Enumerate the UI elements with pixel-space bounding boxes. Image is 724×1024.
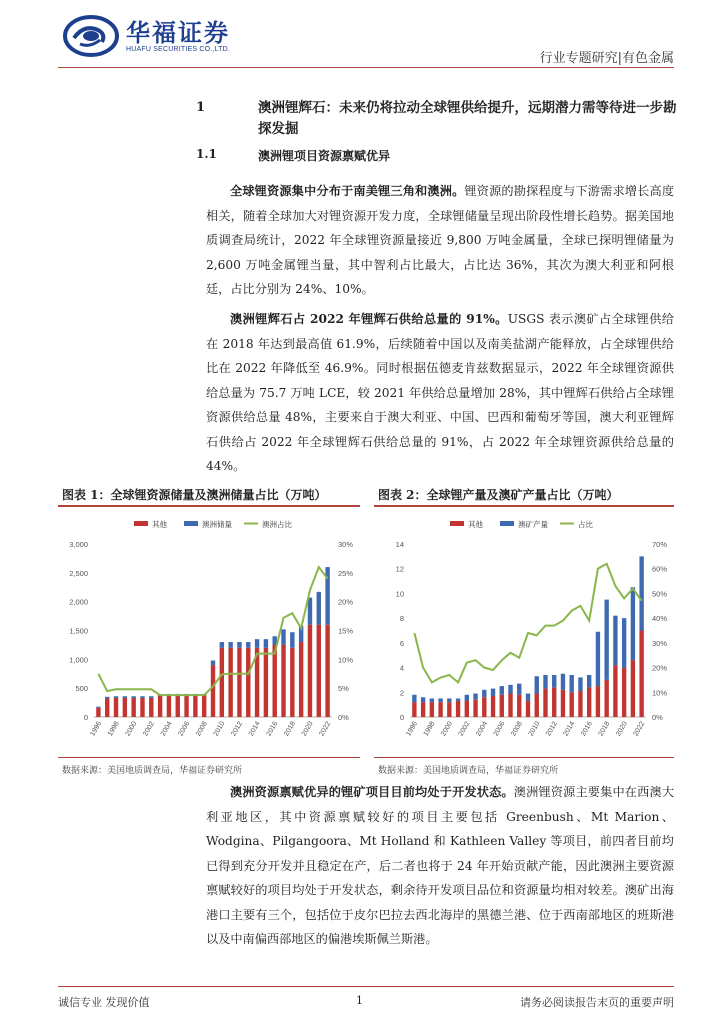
figure-1-source: 数据来源：美国地质调查局，华福证券研究所 (62, 766, 243, 776)
chart2-x-tick: 2006 (492, 720, 507, 738)
chart1-bar-aus (140, 696, 144, 698)
chart2-bar-other (412, 702, 416, 717)
chart2-bar-aus (552, 675, 556, 687)
chart2-legend-label: 其他 (468, 520, 483, 529)
chart2-y-left-tick: 10 (395, 589, 404, 599)
chart1-bar-other (281, 645, 285, 717)
chart1-bar-other (176, 695, 180, 717)
chart2-bar-other (421, 702, 425, 717)
chart2-x-tick: 2002 (457, 720, 472, 738)
page-number: 1 (356, 994, 363, 1007)
chart2-bar-other (473, 700, 477, 717)
chart1-y-left-tick: 2,500 (69, 568, 88, 578)
figure-2-bottom-rule (374, 757, 674, 758)
chart1-bar-aus (228, 642, 232, 648)
chart2-bar-aus (430, 698, 434, 702)
chart2-x-tick: 2010 (527, 720, 542, 738)
chart2-bar-other (482, 697, 486, 717)
chart2-bar-other (578, 691, 582, 717)
chart2-bar-other (500, 695, 504, 717)
chart1-bar-aus (264, 639, 268, 648)
chart1-bar-other (96, 708, 100, 717)
chart1-bar-other (202, 695, 206, 717)
chart2-bar-other (438, 702, 442, 717)
chart1-bar-other (114, 698, 118, 717)
chart2-bar-aus (482, 690, 486, 697)
chart2-bar-other (491, 696, 495, 717)
chart2-x-tick: 2018 (597, 720, 612, 738)
chart2-bar-aus (613, 616, 617, 665)
chart1-x-tick: 2000 (124, 720, 139, 738)
chart1-bar-other (131, 698, 135, 717)
chart2-bar-aus (535, 676, 539, 693)
paragraph-1-lead: 全球锂资源集中分布于南美锂三角和澳洲。 (230, 184, 465, 198)
chart2-y-right-tick: 60% (652, 564, 668, 574)
chart1-y-left-tick: 0 (83, 713, 88, 722)
chart1-x-tick: 2022 (318, 720, 333, 738)
chart1-x-tick: 1998 (106, 720, 121, 738)
chart2-y-left-tick: 14 (395, 540, 404, 549)
chart2-bar-aus (578, 677, 582, 691)
chart1-bar-other (264, 648, 268, 717)
huafu-logo-icon (62, 14, 120, 58)
chart2-y-left-tick: 6 (399, 638, 404, 648)
chart2-x-tick: 2008 (510, 720, 524, 738)
chart2-bar-aus (526, 694, 530, 701)
chart1-bar-aus (123, 696, 127, 698)
chart1-bar-aus (211, 660, 215, 665)
chart1-bar-aus (317, 592, 321, 625)
figure-1-bottom-rule (58, 757, 360, 758)
chart2-bar-aus (561, 674, 565, 690)
chart1-x-tick: 2016 (265, 720, 280, 738)
chart1-legend-swatch (184, 521, 198, 526)
chart2-x-tick: 1996 (405, 720, 420, 738)
chart2-bar-other (570, 692, 574, 717)
chart2-bar-aus (438, 698, 442, 702)
chart1-x-tick: 2010 (212, 720, 227, 738)
chart2-y-right-tick: 50% (652, 589, 668, 599)
section-title: 澳洲锂辉石：未来仍将拉动全球锂供给提升，远期潜力需等待进一步勘探发掘 (258, 100, 677, 137)
figure-1-chart (58, 509, 360, 755)
chart2-y-right-tick: 20% (652, 663, 668, 673)
chart1-bar-aus (149, 696, 153, 698)
chart1-bar-other (228, 648, 232, 717)
chart1-bar-aus (246, 642, 250, 648)
chart1-x-tick: 2006 (177, 720, 192, 738)
chart2-x-tick: 2022 (632, 720, 647, 738)
chart2-bar-other (613, 665, 617, 717)
chart2-bar-aus (421, 697, 425, 702)
chart1-bar-aus (255, 639, 259, 648)
figure-2-title: 图表 2：全球锂产量及澳矿产量占比（万吨） (378, 488, 619, 502)
figure-2-source: 数据来源：美国地质调查局，华福证券研究所 (378, 766, 559, 776)
chart2-legend-swatch (500, 521, 514, 526)
chart2-bar-other (447, 702, 451, 717)
chart2-x-tick: 1998 (422, 720, 437, 738)
paragraph-2-body: USGS 表示澳矿占全球锂供给在 2018 年达到最高值 61.9%，后续随着中国以及南美盐湖产能释放，占全球锂供给比在 2022 年降低至 46.9%。同时根据伍德麦肯兹数据显示，2022 年全球锂资源供给总量为 75.7 万吨 LCE，较 2021 年供给总量增加 28%，其中锂辉石供给占全球锂资源供给总量 48%，主要来自于澳大利亚、中国、巴西和葡萄牙等国，澳大利亚锂辉石供给占 2022 年全球锂辉石供给总量的 91%，占 2022 年全球锂资源供给总量的 44%。 (206, 312, 674, 473)
chart1-bar-aus (237, 642, 241, 648)
footer-divider (58, 986, 674, 987)
chart1-x-tick: 1996 (89, 720, 104, 738)
paragraph-2 (206, 307, 674, 479)
chart1-bar-other (167, 695, 171, 717)
chart1-y-right-tick: 25% (338, 568, 354, 578)
chart2-y-right-tick: 30% (652, 638, 668, 648)
chart2-bar-aus (465, 695, 469, 701)
chart1-y-right-tick: 20% (338, 597, 354, 607)
chart2-bar-aus (543, 675, 547, 689)
chart1-bar-other (220, 648, 224, 717)
chart1-bar-other (246, 648, 250, 717)
chart2-x-tick: 2004 (475, 720, 490, 738)
chart2-bar-aus (517, 684, 521, 695)
chart1-x-tick: 2018 (283, 720, 298, 738)
paragraph-1-body: 锂资源的勘探程度与下游需求增长高度相关，随着全球加大对锂资源开发力度，全球锂储量呈现出阶段性增长趋势。据美国地质调查局统计，2022 年全球锂资源量接近 9,800 万吨金属量，全球已探明锂储量为 2,600 万吨金属锂当量，其中智利占比最大，占比达 36%，其次为澳大利亚和阿根廷，占比分别为 24%、10%。 (206, 184, 675, 296)
chart2-bar-other (465, 701, 469, 717)
chart1-legend-label: 其他 (152, 520, 167, 529)
chart1-legend-swatch (134, 521, 148, 526)
chart2-x-tick: 2016 (580, 720, 594, 738)
chart1-y-left-tick: 3,000 (69, 540, 88, 549)
chart1-bar-other (140, 698, 144, 717)
chart1-x-tick: 2012 (230, 720, 245, 738)
footer-slogan: 诚信专业 发现价值 (58, 996, 150, 1009)
chart2-legend-label: 澳矿产量 (518, 520, 548, 529)
chart1-x-tick: 2014 (247, 720, 262, 738)
chart1-x-tick: 2008 (195, 720, 209, 738)
company-logo (62, 14, 230, 58)
chart2-x-tick: 2014 (562, 720, 577, 738)
chart2-bar-other (604, 680, 608, 717)
chart1-bar-other (149, 698, 153, 717)
chart1-y-right-tick: 15% (338, 626, 354, 636)
chart2-bar-other (456, 701, 460, 717)
chart1-bar-other (317, 625, 321, 717)
chart2-x-tick: 2000 (440, 720, 455, 738)
chart2-bar-other (508, 694, 512, 717)
chart1-bar-aus (281, 629, 285, 645)
chart1-bar-other (184, 695, 188, 717)
chart2-bar-aus (447, 698, 451, 702)
subsection-title: 澳洲锂项目资源禀赋优异 (258, 149, 391, 163)
section-number: 1 (196, 100, 206, 115)
chart2-bar-aus (456, 698, 460, 700)
chart2-bar-aus (622, 618, 626, 667)
chart1-y-right-tick: 10% (338, 655, 354, 665)
chart1-y-left-tick: 1,000 (69, 655, 88, 665)
chart1-bar-other (193, 695, 197, 717)
chart1-y-right-tick: 30% (338, 540, 354, 549)
chart2-x-tick: 2020 (615, 720, 629, 738)
chart2-bar-other (596, 686, 600, 717)
figure-2-chart (374, 509, 674, 755)
chart2-bar-aus (604, 600, 608, 680)
chart2-bar-aus (631, 587, 635, 660)
chart2-y-left-tick: 4 (399, 663, 404, 673)
chart2-y-left-tick: 8 (399, 614, 404, 624)
chart2-bar-other (430, 702, 434, 717)
logo-chinese-name: 华福证券 (126, 18, 230, 47)
chart2-bar-other (543, 689, 547, 717)
chart1-bar-other (273, 645, 277, 717)
chart2-bar-other (526, 701, 530, 717)
chart2-bar-aus (508, 685, 512, 694)
paragraph-3 (206, 780, 674, 952)
chart2-bar-other (561, 690, 565, 717)
logo-english-name: HUAFU SECURITIES CO.,LTD. (126, 45, 231, 53)
chart2-bar-aus (412, 695, 416, 702)
report-type: 行业专题研究|有色金属 (539, 51, 674, 66)
chart1-y-right-tick: 0% (338, 713, 349, 722)
chart2-bar-aus (639, 556, 643, 630)
chart2-y-left-tick: 2 (399, 688, 404, 698)
chart1-bar-other (308, 625, 312, 717)
chart2-bar-other (631, 660, 635, 717)
chart2-bar-other (587, 687, 591, 717)
chart1-bar-aus (96, 707, 100, 708)
chart1-y-left-tick: 500 (75, 684, 88, 694)
chart1-bar-aus (114, 696, 118, 698)
chart1-y-left-tick: 1,500 (69, 626, 88, 636)
paragraph-1 (206, 179, 674, 302)
chart1-bar-aus (105, 697, 109, 699)
footer-disclaimer: 请务必阅读报告末页的重要声明 (520, 996, 674, 1009)
figure-2-title-rule (374, 505, 674, 507)
chart1-bar-aus (290, 632, 294, 648)
chart2-y-left-tick: 12 (395, 564, 404, 574)
chart1-bar-other (237, 648, 241, 717)
chart2-x-tick: 2012 (545, 720, 559, 738)
chart1-x-tick: 2004 (159, 720, 174, 738)
chart2-y-right-tick: 70% (652, 540, 668, 549)
chart2-y-right-tick: 0% (652, 713, 663, 722)
chart2-bar-aus (473, 694, 477, 700)
chart2-y-left-tick: 0 (399, 713, 404, 722)
subsection-number: 1.1 (196, 147, 217, 161)
chart1-bar-other (158, 695, 162, 717)
chart1-y-left-tick: 2,000 (69, 597, 88, 607)
chart1-bar-other (299, 642, 303, 717)
chart1-bar-other (211, 665, 215, 717)
paragraph-2-lead: 澳洲锂辉石占 2022 年锂辉石供给总量的 91%。 (230, 312, 508, 326)
chart1-bar-other (325, 625, 329, 717)
chart2-bar-aus (587, 675, 591, 687)
header-divider (58, 67, 674, 68)
chart1-bar-aus (131, 696, 135, 698)
chart2-bar-aus (570, 675, 574, 692)
figure-1-title-rule (58, 505, 360, 507)
chart2-y-right-tick: 40% (652, 614, 668, 624)
chart2-bar-other (517, 695, 521, 717)
chart1-x-tick: 2002 (142, 720, 157, 738)
chart2-bar-other (622, 668, 626, 717)
chart2-bar-other (535, 694, 539, 717)
chart2-bar-other (552, 687, 556, 717)
chart2-bar-aus (491, 689, 495, 696)
chart1-bar-other (123, 698, 127, 717)
chart1-legend-label: 澳洲储量 (202, 520, 232, 529)
chart1-legend-label: 澳洲占比 (262, 520, 292, 529)
chart1-bar-aus (220, 642, 224, 648)
figure-1-title: 图表 1：全球锂资源储量及澳洲储量占比（万吨） (62, 488, 327, 502)
chart1-bar-aus (308, 598, 312, 625)
chart1-bar-other (290, 648, 294, 717)
chart1-bar-other (105, 699, 109, 717)
chart1-y-right-tick: 5% (338, 684, 349, 694)
chart2-legend-label: 占比 (578, 520, 593, 529)
chart2-legend-swatch (450, 521, 464, 526)
chart2-bar-other (639, 631, 643, 718)
chart2-bar-aus (596, 632, 600, 686)
chart1-x-tick: 2020 (300, 720, 315, 738)
chart2-y-right-tick: 10% (652, 688, 668, 698)
paragraph-3-body: 澳洲锂资源主要集中在西澳大利亚地区，其中资源禀赋较好的项目主要包括 Greenbush、Mt Marion、Wodgina、Pilgangoora、Mt Holland 和 Kathleen Valley 等项目，前四者目前均已得到充分开发并且稳定在产，后二者也将于 24 年开始贡献产能，因此澳洲主要资源禀赋较好的项目均处于开发状态，剩余待开发项目品位和资源量均相对较差。澳矿出海港口主要有三个，包括位于皮尔巴拉去西北海岸的黑德兰港、位于西南部地区的班斯港以及中南偏西部地区的偏港埃斯佩兰斯港。 (206, 785, 675, 946)
chart2-bar-aus (500, 686, 504, 695)
paragraph-3-lead: 澳洲资源禀赋优异的锂矿项目目前均处于开发状态。 (230, 785, 514, 799)
